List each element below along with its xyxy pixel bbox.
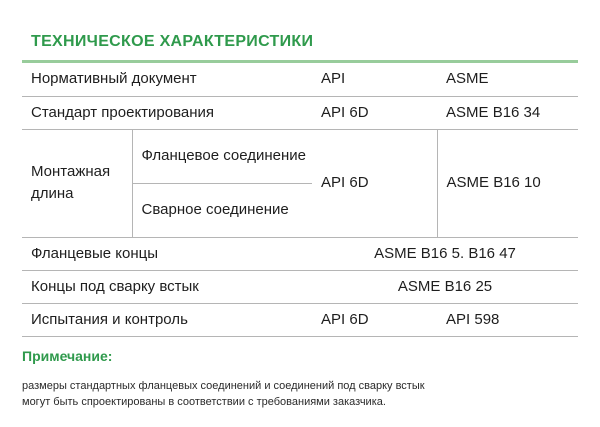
cell-value: API	[312, 63, 437, 96]
section-title: ТЕХНИЧЕСКОЕ ХАРАКТЕРИСТИКИ	[31, 33, 314, 50]
sub-label: Фланцевое соединение	[132, 129, 312, 183]
cell-value: ASME	[437, 63, 578, 96]
note-heading: Примечание:	[22, 348, 113, 364]
cell-value: ASME B16 10	[437, 129, 578, 237]
row-label: Нормативный документ	[22, 63, 312, 96]
note-line: могут быть спроектированы в соответствии с требованиями заказчика.	[22, 396, 386, 408]
note-text	[22, 378, 578, 410]
spec-table	[22, 63, 578, 337]
table-row	[22, 237, 578, 270]
row-label: Концы под сварку встык	[22, 270, 312, 303]
cell-value: ASME B16 25	[312, 270, 578, 303]
cell-value: API 6D	[312, 303, 437, 336]
cell-value: API 598	[437, 303, 578, 336]
row-label: Стандарт проектирования	[22, 96, 312, 129]
row-label: Испытания и контроль	[22, 303, 312, 336]
cell-value: API 6D	[312, 129, 437, 237]
cell-value: ASME B16 5. B16 47	[312, 237, 578, 270]
table-row	[22, 270, 578, 303]
table-row	[22, 63, 578, 96]
table-row	[22, 96, 578, 129]
cell-value: API 6D	[312, 96, 437, 129]
table-row	[22, 129, 578, 183]
note-line: размеры стандартных фланцевых соединений и соединений под сварку встык	[22, 380, 425, 392]
sub-label: Сварное соединение	[132, 183, 312, 237]
row-label: Монтажная длина	[22, 129, 132, 237]
table-row	[22, 303, 578, 336]
cell-value: ASME B16 34	[437, 96, 578, 129]
row-label: Фланцевые концы	[22, 237, 312, 270]
